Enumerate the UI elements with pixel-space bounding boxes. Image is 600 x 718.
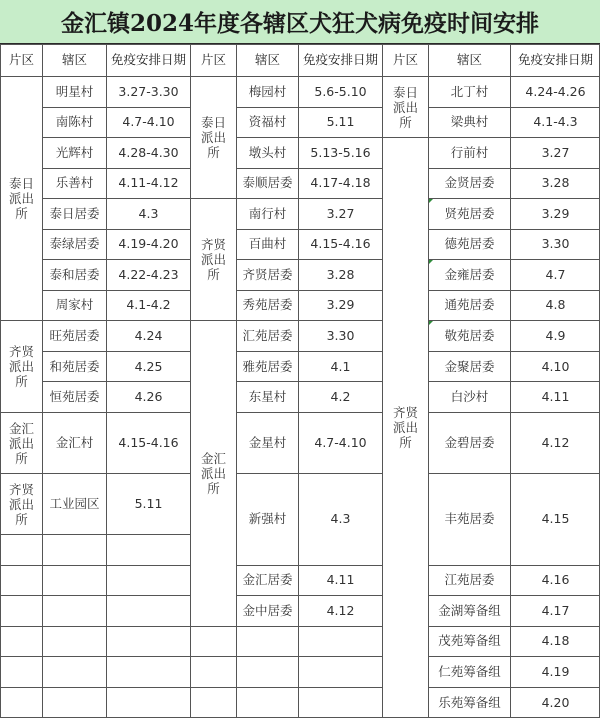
empty-cell	[42, 656, 106, 687]
district-cell: 梁典村	[428, 107, 510, 138]
date-cell: 4.25	[106, 351, 190, 382]
empty-cell	[106, 595, 190, 626]
date-cell: 4.28-4.30	[106, 137, 190, 168]
date-cell: 4.12	[298, 595, 382, 626]
date-cell: 3.29	[298, 290, 382, 321]
district-cell: 金星村	[236, 412, 298, 473]
date-cell: 4.19-4.20	[106, 229, 190, 260]
district-cell: 光辉村	[42, 137, 106, 168]
district-cell: 金汇居委	[236, 565, 298, 596]
empty-cell	[298, 687, 382, 718]
empty-cell	[106, 687, 190, 718]
empty-cell	[298, 626, 382, 657]
date-cell: 4.7	[510, 259, 600, 290]
district-cell: 北丁村	[428, 76, 510, 107]
empty-cell	[0, 626, 42, 657]
date-cell: 3.30	[298, 320, 382, 351]
district-cell: 乐苑筹备组	[428, 687, 510, 718]
header-date: 免疫安排日期	[298, 44, 382, 76]
empty-cell	[236, 687, 298, 718]
district-cell: 仁苑筹备组	[428, 656, 510, 687]
empty-cell	[236, 626, 298, 657]
empty-cell	[42, 534, 106, 565]
empty-cell	[298, 656, 382, 687]
district-cell: 贤苑居委	[428, 198, 510, 229]
district-cell: 墩头村	[236, 137, 298, 168]
empty-cell	[42, 565, 106, 596]
district-cell: 江苑居委	[428, 565, 510, 596]
district-cell: 资福村	[236, 107, 298, 138]
district-cell: 金碧居委	[428, 412, 510, 473]
date-cell: 4.9	[510, 320, 600, 351]
empty-cell	[0, 656, 42, 687]
empty-cell	[236, 656, 298, 687]
district-cell: 旺苑居委	[42, 320, 106, 351]
date-cell: 4.11	[298, 565, 382, 596]
empty-cell	[190, 687, 236, 718]
date-cell: 3.28	[298, 259, 382, 290]
date-cell: 5.11	[106, 473, 190, 534]
district-cell: 德苑居委	[428, 229, 510, 260]
date-cell: 4.12	[510, 412, 600, 473]
area-cell: 齐贤派出所	[382, 137, 428, 717]
schedule-table	[0, 44, 600, 718]
district-cell: 金雍居委	[428, 259, 510, 290]
empty-cell	[0, 595, 42, 626]
date-cell: 5.6-5.10	[298, 76, 382, 107]
district-cell: 金贤居委	[428, 168, 510, 199]
date-cell: 4.15	[510, 473, 600, 565]
date-cell: 5.13-5.16	[298, 137, 382, 168]
empty-cell	[42, 595, 106, 626]
district-cell: 金湖筹备组	[428, 595, 510, 626]
empty-cell	[106, 656, 190, 687]
area-cell: 齐贤派出所	[190, 198, 236, 320]
date-cell: 4.8	[510, 290, 600, 321]
date-cell: 4.7-4.10	[298, 412, 382, 473]
date-cell: 4.10	[510, 351, 600, 382]
date-cell: 4.3	[106, 198, 190, 229]
district-cell: 通苑居委	[428, 290, 510, 321]
district-cell: 行前村	[428, 137, 510, 168]
date-cell: 4.1-4.3	[510, 107, 600, 138]
date-cell: 4.20	[510, 687, 600, 718]
date-cell: 4.26	[106, 381, 190, 412]
header-area: 片区	[190, 44, 236, 76]
district-cell: 丰苑居委	[428, 473, 510, 565]
header-area: 片区	[0, 44, 42, 76]
empty-cell	[106, 565, 190, 596]
empty-cell	[0, 687, 42, 718]
date-cell: 4.17	[510, 595, 600, 626]
date-cell: 4.24	[106, 320, 190, 351]
district-cell: 明星村	[42, 76, 106, 107]
header-area: 片区	[382, 44, 428, 76]
district-cell: 泰顺居委	[236, 168, 298, 199]
header-date: 免疫安排日期	[510, 44, 600, 76]
date-cell: 4.2	[298, 381, 382, 412]
district-cell: 金聚居委	[428, 351, 510, 382]
date-cell: 4.17-4.18	[298, 168, 382, 199]
date-cell: 4.3	[298, 473, 382, 565]
empty-cell	[0, 565, 42, 596]
district-cell: 茂苑筹备组	[428, 626, 510, 657]
header-district: 辖区	[428, 44, 510, 76]
district-cell: 金中居委	[236, 595, 298, 626]
date-cell: 3.27	[298, 198, 382, 229]
empty-cell	[106, 626, 190, 657]
empty-cell	[106, 534, 190, 565]
date-cell: 4.1	[298, 351, 382, 382]
date-cell: 3.27	[510, 137, 600, 168]
empty-cell	[42, 626, 106, 657]
district-cell: 梅园村	[236, 76, 298, 107]
district-cell: 泰和居委	[42, 259, 106, 290]
empty-cell	[42, 687, 106, 718]
empty-cell	[190, 626, 236, 657]
date-cell: 3.28	[510, 168, 600, 199]
district-cell: 泰绿居委	[42, 229, 106, 260]
district-cell: 汇苑居委	[236, 320, 298, 351]
district-cell: 敬苑居委	[428, 320, 510, 351]
date-cell: 4.24-4.26	[510, 76, 600, 107]
district-cell: 泰日居委	[42, 198, 106, 229]
district-cell: 南行村	[236, 198, 298, 229]
date-cell: 5.11	[298, 107, 382, 138]
district-cell: 雅苑居委	[236, 351, 298, 382]
district-cell: 南陈村	[42, 107, 106, 138]
date-cell: 3.29	[510, 198, 600, 229]
district-cell: 恒苑居委	[42, 381, 106, 412]
date-cell: 4.1-4.2	[106, 290, 190, 321]
district-cell: 乐善村	[42, 168, 106, 199]
area-cell: 齐贤派出所	[0, 473, 42, 534]
district-cell: 白沙村	[428, 381, 510, 412]
empty-cell	[190, 656, 236, 687]
date-cell: 4.11	[510, 381, 600, 412]
area-cell: 金汇派出所	[190, 320, 236, 625]
date-cell: 4.15-4.16	[298, 229, 382, 260]
district-cell: 金汇村	[42, 412, 106, 473]
area-cell: 泰日派出所	[382, 76, 428, 137]
date-cell: 4.16	[510, 565, 600, 596]
date-cell: 4.11-4.12	[106, 168, 190, 199]
header-date: 免疫安排日期	[106, 44, 190, 76]
date-cell: 4.7-4.10	[106, 107, 190, 138]
district-cell: 齐贤居委	[236, 259, 298, 290]
date-cell: 4.19	[510, 656, 600, 687]
district-cell: 新强村	[236, 473, 298, 565]
district-cell: 和苑居委	[42, 351, 106, 382]
header-district: 辖区	[236, 44, 298, 76]
district-cell: 工业园区	[42, 473, 106, 534]
date-cell: 4.15-4.16	[106, 412, 190, 473]
area-cell: 金汇派出所	[0, 412, 42, 473]
date-cell: 4.18	[510, 626, 600, 657]
district-cell: 东星村	[236, 381, 298, 412]
date-cell: 3.30	[510, 229, 600, 260]
district-cell: 秀苑居委	[236, 290, 298, 321]
header-district: 辖区	[42, 44, 106, 76]
area-cell: 泰日派出所	[0, 76, 42, 320]
area-cell: 泰日派出所	[190, 76, 236, 198]
page-title: 金汇镇2024年度各辖区犬狂犬病免疫时间安排	[0, 0, 600, 44]
date-cell: 4.22-4.23	[106, 259, 190, 290]
district-cell: 周家村	[42, 290, 106, 321]
area-cell: 齐贤派出所	[0, 320, 42, 412]
district-cell: 百曲村	[236, 229, 298, 260]
empty-cell	[0, 534, 42, 565]
date-cell: 3.27-3.30	[106, 76, 190, 107]
